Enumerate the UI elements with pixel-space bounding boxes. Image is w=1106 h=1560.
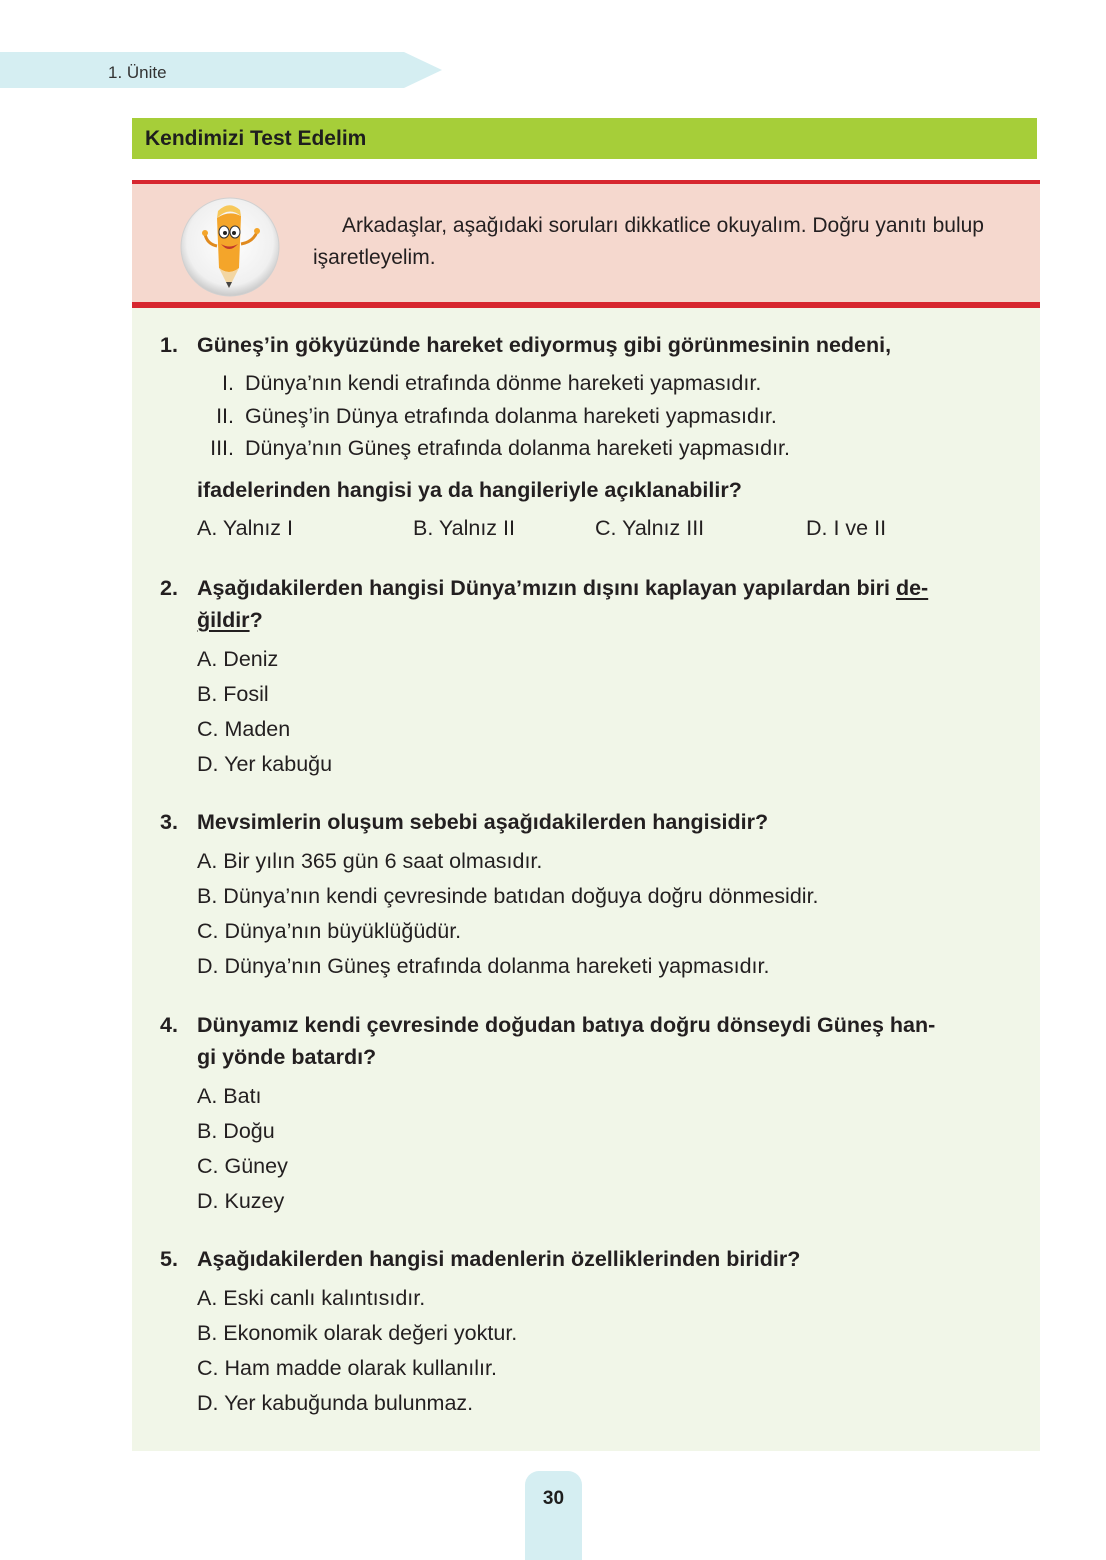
underlined-word: de- [895, 576, 929, 600]
option-d[interactable]: D. Kuzey [197, 1189, 285, 1213]
question-number: 2. [160, 576, 178, 600]
statement-numeral: II. [216, 403, 234, 428]
statement-item [160, 367, 1020, 400]
option-a[interactable]: A. Batı [197, 1084, 262, 1108]
instruction-text: Arkadaşlar, aşağıdaki soruları dikkatlice okuyalım. Doğru yanıtı bulup işaretleyelim. [313, 214, 984, 269]
option-a[interactable]: A. Eski canlı kalıntısıdır. [197, 1286, 426, 1310]
statement-item [160, 400, 1020, 433]
statement-list [160, 367, 1020, 465]
option-c[interactable]: C. Güney [197, 1154, 288, 1178]
question-text-part: Aşağıdakilerden hangisi Dünya’mızın dışını kaplayan yapılardan biri [197, 576, 896, 600]
question-text-part: Dünyamız kendi çevresinde doğudan batıya doğru dönseydi Güneş han- [197, 1013, 936, 1037]
option-c[interactable]: C. Yalnız III [595, 515, 705, 540]
option-d[interactable]: D. I ve II [806, 515, 887, 540]
question-text: Güneş’in gökyüzünde hareket ediyormuş gibi görünmesinin nedeni, [197, 333, 892, 357]
option-a[interactable]: A. Deniz [197, 647, 279, 671]
statement-text: Güneş’in Dünya etrafında dolanma hareketi yapmasıdır. [245, 403, 777, 428]
option-list [160, 1281, 1020, 1421]
unit-label: 1. Ünite [108, 63, 167, 82]
questions-panel [132, 308, 1040, 1451]
unit-banner [0, 52, 442, 88]
question-number: 1. [160, 333, 178, 357]
option-d[interactable]: D. Dünya’nın Güneş etrafında dolanma hareketi yapmasıdır. [197, 954, 770, 978]
question-number: 4. [160, 1013, 178, 1037]
question-text: Mevsimlerin oluşum sebebi aşağıdakilerden hangisidir? [197, 810, 769, 834]
option-a[interactable]: A. Yalnız I [197, 515, 294, 540]
question-1-stem [160, 329, 1020, 361]
option-c[interactable]: C. Maden [197, 717, 291, 741]
option-list [160, 1079, 1020, 1219]
question-text: Aşağıdakilerden hangisi madenlerin özelliklerinden biridir? [197, 1247, 801, 1271]
question-tail: ifadelerinden hangisi ya da hangileriyle açıklanabilir? [197, 477, 742, 502]
question-5 [160, 1243, 1020, 1421]
page-number-tab [525, 1471, 582, 1560]
question-4 [160, 1009, 1020, 1219]
statement-text: Dünya’nın Güneş etrafında dolanma hareketi yapmasıdır. [245, 436, 790, 460]
question-number: 5. [160, 1247, 178, 1271]
option-row [160, 509, 1020, 547]
option-d[interactable]: D. Yer kabuğu [197, 752, 333, 776]
option-c[interactable]: C. Dünya’nın büyüklüğüdür. [197, 919, 462, 943]
question-text-part: gi yönde batardı? [197, 1045, 377, 1069]
statement-item [160, 432, 1020, 465]
question-text [197, 1009, 1020, 1073]
instruction-box [132, 180, 1040, 308]
question-2 [160, 572, 1020, 782]
question-4-stem [160, 1009, 1020, 1073]
option-list [160, 844, 1020, 984]
option-d[interactable]: D. Yer kabuğunda bulunmaz. [197, 1391, 474, 1415]
statement-text: Dünya’nın kendi etrafında dönme hareketi yapmasıdır. [245, 371, 762, 395]
option-a[interactable]: A. Bir yılın 365 gün 6 saat olmasıdır. [197, 849, 543, 873]
question-text-part: ? [249, 608, 263, 632]
question-1 [160, 329, 1020, 547]
question-text [197, 572, 1020, 636]
question-3 [160, 806, 1020, 984]
statement-numeral: I. [222, 371, 234, 395]
option-b[interactable]: B. Dünya’nın kendi çevresinde batıdan doğuya doğru dönmesidir. [197, 884, 819, 908]
option-b[interactable]: B. Fosil [197, 682, 269, 706]
question-3-stem [160, 806, 1020, 838]
underlined-word: ğildir [197, 608, 250, 632]
option-c[interactable]: C. Ham madde olarak kullanılır. [197, 1356, 497, 1380]
question-number: 3. [160, 810, 178, 834]
unit-banner-shape [0, 52, 442, 88]
option-b[interactable]: B. Ekonomik olarak değeri yoktur. [197, 1321, 518, 1345]
page-number: 30 [542, 1488, 565, 1509]
pencil-mascot-icon [179, 196, 281, 298]
option-b[interactable]: B. Doğu [197, 1119, 275, 1143]
question-5-stem [160, 1243, 1020, 1275]
statement-numeral: III. [210, 436, 234, 460]
option-list [160, 642, 1020, 782]
option-b[interactable]: B. Yalnız II [413, 515, 515, 540]
section-title: Kendimizi Test Edelim [132, 118, 1037, 159]
question-2-stem [160, 572, 1020, 636]
